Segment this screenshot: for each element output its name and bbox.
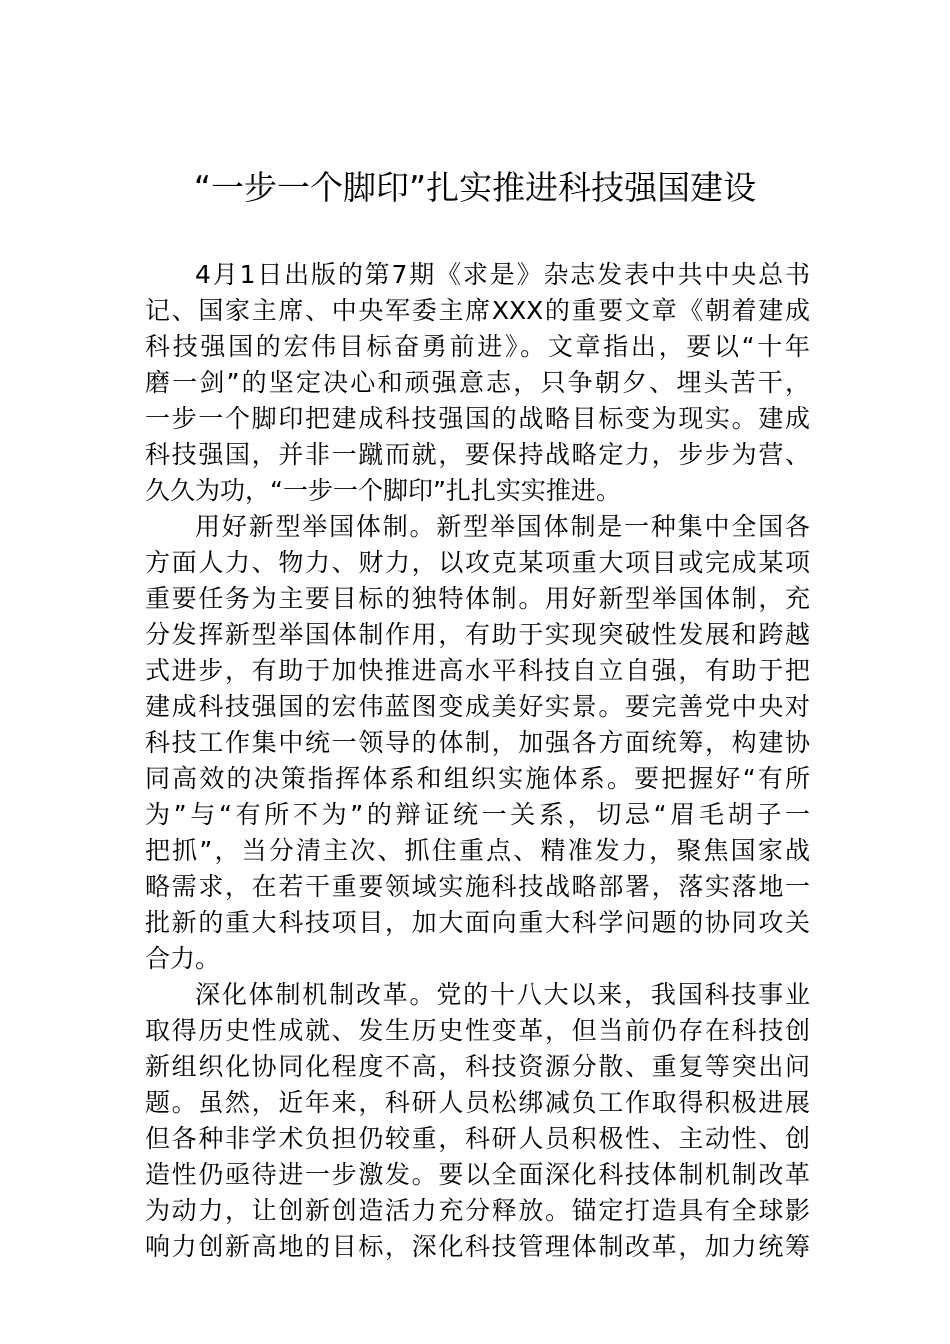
text-line: 为”与“有所不为”的辩证统一关系，切忌“眉毛胡子一 [145,800,810,829]
text-line: 把抓”，当分清主次、抓住重点、精准发力，聚焦国家战 [145,836,810,865]
text-line: 新组织化协同化程度不高，科技资源分散、重复等突出问 [145,1052,810,1081]
text-line: 响力创新高地的目标，深化科技管理体制改革，加力统筹 [145,1232,810,1261]
text-line: 久久为功，“一步一个脚印”扎扎实实推进。 [145,476,621,505]
text-line: 4月1日出版的第7期《求是》杂志发表中共中央总书 [195,260,810,289]
text-line: 略需求，在若干重要领域实施科技战略部署，落实落地一 [145,872,810,901]
text-line: 分发挥新型举国体制作用，有助于实现突破性发展和跨越 [145,620,810,649]
text-line: 题。虽然，近年来，科研人员松绑减负工作取得积极进展 [145,1088,810,1117]
text-line: 科技强国，并非一蹴而就，要保持战略定力，步步为营、 [145,440,810,469]
paragraph-intro [145,257,810,509]
paragraph-new-national-system [145,509,810,977]
text-line: 科技强国的宏伟目标奋勇前进》。文章指出，要以“十年 [145,332,810,361]
document-body [145,257,810,1265]
text-line: 方面人力、物力、财力，以攻克某项重大项目或完成某项 [145,548,810,577]
text-line: 科技工作集中统一领导的体制，加强各方面统筹，构建协 [145,728,810,757]
text-line: 合力。 [145,944,221,973]
text-line: 建成科技强国的宏伟蓝图变成美好实景。要完善党中央对 [145,692,810,721]
text-line: 但各种非学术负担仍较重，科研人员积极性、主动性、创 [145,1124,810,1153]
text-line: 一步一个脚印把建成科技强国的战略目标变为现实。建成 [145,404,810,433]
text-line: 取得历史性成就、发生历史性变革，但当前仍存在科技创 [145,1016,810,1045]
text-line: 用好新型举国体制。新型举国体制是一种集中全国各 [195,512,810,541]
text-line: 式进步，有助于加快推进高水平科技自立自强，有助于把 [145,656,810,685]
document-title: “一步一个脚印”扎实推进科技强国建设 [193,168,757,207]
text-line: 记、国家主席、中央军委主席XXX的重要文章《朝着建成 [145,296,810,325]
text-line: 为动力，让创新创造活力充分释放。锚定打造具有全球影 [145,1196,810,1225]
text-line: 深化体制机制改革。党的十八大以来，我国科技事业 [195,980,810,1009]
text-line: 批新的重大科技项目，加大面向重大科学问题的协同攻关 [145,908,810,937]
text-line: 造性仍亟待进一步激发。要以全面深化科技体制机制改革 [145,1160,810,1189]
text-line: 同高效的决策指挥体系和组织实施体系。要把握好“有所 [145,764,810,793]
text-line: 重要任务为主要目标的独特体制。用好新型举国体制，充 [145,584,810,613]
text-line: 磨一剑”的坚定决心和顽强意志，只争朝夕、埋头苦干， [145,368,810,397]
paragraph-system-reform [145,977,810,1265]
